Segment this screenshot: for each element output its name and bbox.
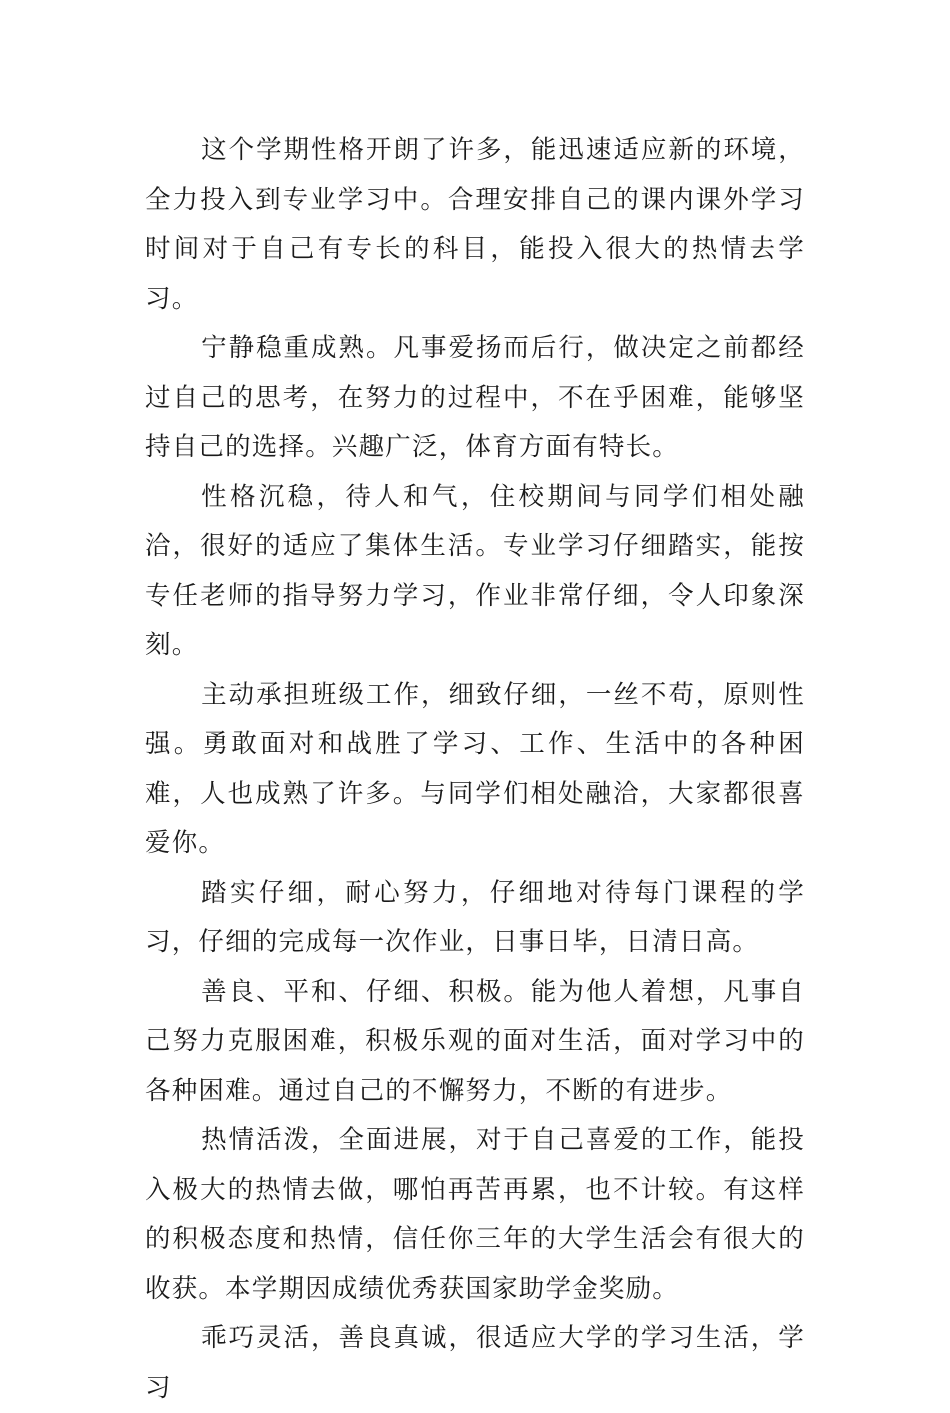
paragraph-4: 主动承担班级工作，细致仔细，一丝不苟，原则性强。勇敢面对和战胜了学习、工作、生活中的各种困难，人也成熟了许多。与同学们相处融洽，大家都很喜爱你。 <box>145 679 805 858</box>
paragraph-6: 善良、平和、仔细、积极。能为他人着想，凡事自己努力克服困难，积极乐观的面对生活，面对学习中的各种困难。通过自己的不懈努力，不断的有进步。 <box>145 976 805 1106</box>
document-body <box>145 126 805 1413</box>
paragraph-1: 这个学期性格开朗了许多，能迅速适应新的环境，全力投入到专业学习中。合理安排自己的课内课外学习时间对于自己有专长的科目，能投入很大的热情去学习。 <box>145 135 805 314</box>
paragraph-8: 乖巧灵活，善良真诚，很适应大学的学习生活，学习 <box>145 1323 805 1403</box>
paragraph-2: 宁静稳重成熟。凡事爱扬而后行，做决定之前都经过自己的思考，在努力的过程中，不在乎困难，能够坚持自己的选择。兴趣广泛，体育方面有特长。 <box>145 333 805 462</box>
paragraph-7: 热情活泼，全面进展，对于自己喜爱的工作，能投入极大的热情去做，哪怕再苦再累，也不计较。有这样的积极态度和热情，信任你三年的大学生活会有很大的收获。本学期因成绩优秀获国家助学金奖励。 <box>145 1125 805 1304</box>
paragraph-3: 性格沉稳，待人和气，住校期间与同学们相处融洽，很好的适应了集体生活。专业学习仔细踏实，能按专任老师的指导努力学习，作业非常仔细，令人印象深刻。 <box>145 481 805 660</box>
paragraph-5: 踏实仔细，耐心努力，仔细地对待每门课程的学习，仔细的完成每一次作业，日事日毕，日清日高。 <box>145 877 805 957</box>
